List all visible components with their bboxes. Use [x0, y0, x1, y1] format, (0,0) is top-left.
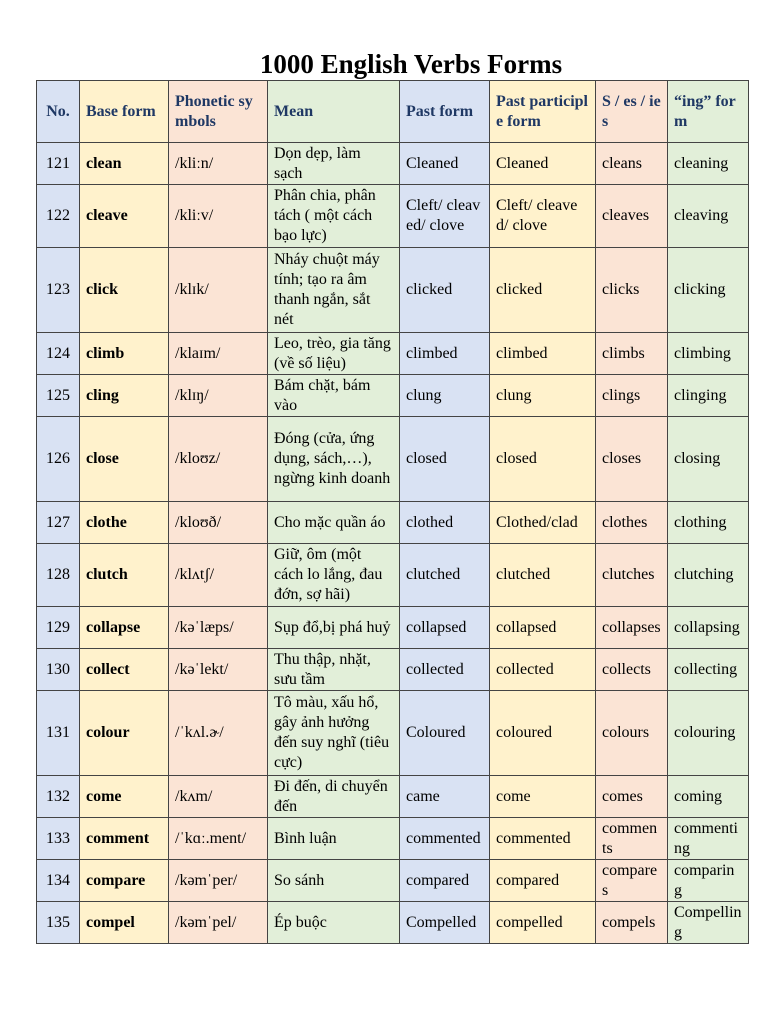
cell-base-form: clutch	[80, 544, 169, 607]
cell-past-participle: climbed	[490, 333, 596, 375]
cell-past-form: Compelled	[400, 902, 490, 944]
header-row	[37, 81, 749, 143]
cell-past-form: Coloured	[400, 691, 490, 776]
cell-past-participle: Cleft/ cleaved/ clove	[490, 185, 596, 248]
header-phonetic: Phonetic symbols	[169, 81, 268, 143]
cell-phonetic: /kʌm/	[169, 776, 268, 818]
cell-base-form: cling	[80, 375, 169, 417]
cell-no: 133	[37, 818, 80, 860]
cell-no: 124	[37, 333, 80, 375]
cell-mean: Tô màu, xấu hổ, gây ảnh hưởng đến suy nghĩ (tiêu cực)	[268, 691, 400, 776]
cell-no: 126	[37, 417, 80, 502]
cell-mean: So sánh	[268, 860, 400, 902]
header-past-participle: Past participle form	[490, 81, 596, 143]
cell-s-form: compares	[596, 860, 668, 902]
cell-ing-form: collecting	[668, 649, 749, 691]
cell-s-form: clutches	[596, 544, 668, 607]
cell-past-form: came	[400, 776, 490, 818]
cell-ing-form: clinging	[668, 375, 749, 417]
cell-s-form: collects	[596, 649, 668, 691]
cell-past-participle: collected	[490, 649, 596, 691]
cell-ing-form: comparing	[668, 860, 749, 902]
table-row	[37, 691, 749, 776]
table-row	[37, 649, 749, 691]
cell-base-form: compare	[80, 860, 169, 902]
header-past-form: Past form	[400, 81, 490, 143]
cell-no: 129	[37, 607, 80, 649]
cell-s-form: closes	[596, 417, 668, 502]
cell-mean: Sụp đổ,bị phá huỷ	[268, 607, 400, 649]
cell-base-form: climb	[80, 333, 169, 375]
cell-phonetic: /klɪŋ/	[169, 375, 268, 417]
cell-phonetic: /kəmˈper/	[169, 860, 268, 902]
header-no: No.	[37, 81, 80, 143]
cell-base-form: collapse	[80, 607, 169, 649]
cell-phonetic: /klʌtʃ/	[169, 544, 268, 607]
cell-ing-form: Compelling	[668, 902, 749, 944]
cell-base-form: colour	[80, 691, 169, 776]
cell-mean: Nháy chuột máy tính; tạo ra âm thanh ngắn, sắt nét	[268, 248, 400, 333]
cell-phonetic: /kəˈlæps/	[169, 607, 268, 649]
cell-s-form: cleaves	[596, 185, 668, 248]
cell-ing-form: clutching	[668, 544, 749, 607]
cell-past-form: clutched	[400, 544, 490, 607]
cell-phonetic: /ˈkɑː.ment/	[169, 818, 268, 860]
cell-mean: Giữ, ôm (một cách lo lắng, đau đớn, sợ hãi)	[268, 544, 400, 607]
cell-s-form: climbs	[596, 333, 668, 375]
header-s-es-ies: S / es / ies	[596, 81, 668, 143]
cell-phonetic: /ˈkʌl.ɚ/	[169, 691, 268, 776]
cell-s-form: clothes	[596, 502, 668, 544]
cell-ing-form: closing	[668, 417, 749, 502]
table-row	[37, 248, 749, 333]
cell-mean: Đi đến, di chuyển đến	[268, 776, 400, 818]
cell-s-form: clings	[596, 375, 668, 417]
table-row	[37, 544, 749, 607]
cell-past-participle: compared	[490, 860, 596, 902]
cell-s-form: collapses	[596, 607, 668, 649]
cell-past-form: compared	[400, 860, 490, 902]
table-row	[37, 417, 749, 502]
table-body	[37, 143, 749, 944]
cell-past-form: closed	[400, 417, 490, 502]
cell-phonetic: /kliːv/	[169, 185, 268, 248]
cell-no: 123	[37, 248, 80, 333]
cell-past-form: Cleaned	[400, 143, 490, 185]
cell-no: 128	[37, 544, 80, 607]
cell-phonetic: /kliːn/	[169, 143, 268, 185]
cell-past-participle: collapsed	[490, 607, 596, 649]
cell-past-form: collapsed	[400, 607, 490, 649]
cell-ing-form: cleaning	[668, 143, 749, 185]
cell-base-form: come	[80, 776, 169, 818]
cell-no: 132	[37, 776, 80, 818]
table-row	[37, 902, 749, 944]
cell-past-form: clothed	[400, 502, 490, 544]
cell-past-form: climbed	[400, 333, 490, 375]
cell-base-form: compel	[80, 902, 169, 944]
page-title: 1000 English Verbs Forms	[259, 49, 563, 79]
cell-past-participle: coloured	[490, 691, 596, 776]
cell-past-participle: closed	[490, 417, 596, 502]
cell-phonetic: /kloʊð/	[169, 502, 268, 544]
cell-ing-form: coming	[668, 776, 749, 818]
cell-ing-form: clicking	[668, 248, 749, 333]
cell-base-form: close	[80, 417, 169, 502]
cell-mean: Thu thập, nhặt, sưu tầm	[268, 649, 400, 691]
cell-base-form: collect	[80, 649, 169, 691]
cell-s-form: comments	[596, 818, 668, 860]
cell-no: 121	[37, 143, 80, 185]
cell-phonetic: /klɪk/	[169, 248, 268, 333]
cell-base-form: click	[80, 248, 169, 333]
table-row	[37, 818, 749, 860]
cell-base-form: cleave	[80, 185, 169, 248]
cell-no: 130	[37, 649, 80, 691]
cell-ing-form: colouring	[668, 691, 749, 776]
cell-mean: Đóng (cửa, ứng dụng, sách,…), ngừng kinh doanh	[268, 417, 400, 502]
cell-ing-form: cleaving	[668, 185, 749, 248]
cell-base-form: clean	[80, 143, 169, 185]
cell-s-form: comes	[596, 776, 668, 818]
cell-phonetic: /kəmˈpel/	[169, 902, 268, 944]
cell-no: 135	[37, 902, 80, 944]
cell-past-participle: clung	[490, 375, 596, 417]
cell-no: 134	[37, 860, 80, 902]
cell-past-form: clung	[400, 375, 490, 417]
cell-s-form: cleans	[596, 143, 668, 185]
cell-ing-form: clothing	[668, 502, 749, 544]
table-row	[37, 502, 749, 544]
table-row	[37, 143, 749, 185]
cell-s-form: clicks	[596, 248, 668, 333]
verbs-table	[36, 80, 749, 944]
cell-past-participle: come	[490, 776, 596, 818]
table-row	[37, 607, 749, 649]
cell-past-participle: clutched	[490, 544, 596, 607]
table-row	[37, 185, 749, 248]
cell-phonetic: /kəˈlekt/	[169, 649, 268, 691]
header-mean: Mean	[268, 81, 400, 143]
cell-no: 131	[37, 691, 80, 776]
cell-past-participle: compelled	[490, 902, 596, 944]
cell-s-form: colours	[596, 691, 668, 776]
cell-base-form: clothe	[80, 502, 169, 544]
cell-ing-form: climbing	[668, 333, 749, 375]
cell-mean: Ép buộc	[268, 902, 400, 944]
cell-mean: Bình luận	[268, 818, 400, 860]
cell-past-participle: clicked	[490, 248, 596, 333]
cell-no: 127	[37, 502, 80, 544]
cell-phonetic: /klaɪm/	[169, 333, 268, 375]
cell-past-participle: Cleaned	[490, 143, 596, 185]
cell-mean: Cho mặc quần áo	[268, 502, 400, 544]
cell-past-form: collected	[400, 649, 490, 691]
cell-base-form: comment	[80, 818, 169, 860]
cell-past-form: Cleft/ cleaved/ clove	[400, 185, 490, 248]
table-row	[37, 860, 749, 902]
table-row	[37, 776, 749, 818]
header-base-form: Base form	[80, 81, 169, 143]
cell-phonetic: /kloʊz/	[169, 417, 268, 502]
cell-past-participle: Clothed/clad	[490, 502, 596, 544]
cell-no: 125	[37, 375, 80, 417]
cell-s-form: compels	[596, 902, 668, 944]
table-row	[37, 333, 749, 375]
cell-past-form: clicked	[400, 248, 490, 333]
cell-mean: Phân chia, phân tách ( một cách bạo lực)	[268, 185, 400, 248]
table-row	[37, 375, 749, 417]
cell-ing-form: collapsing	[668, 607, 749, 649]
cell-ing-form: commenting	[668, 818, 749, 860]
cell-past-form: commented	[400, 818, 490, 860]
header-ing-form: “ing” form	[668, 81, 749, 143]
cell-mean: Dọn dẹp, làm sạch	[268, 143, 400, 185]
cell-no: 122	[37, 185, 80, 248]
cell-mean: Leo, trèo, gia tăng (về số liệu)	[268, 333, 400, 375]
cell-mean: Bám chặt, bám vào	[268, 375, 400, 417]
cell-past-participle: commented	[490, 818, 596, 860]
